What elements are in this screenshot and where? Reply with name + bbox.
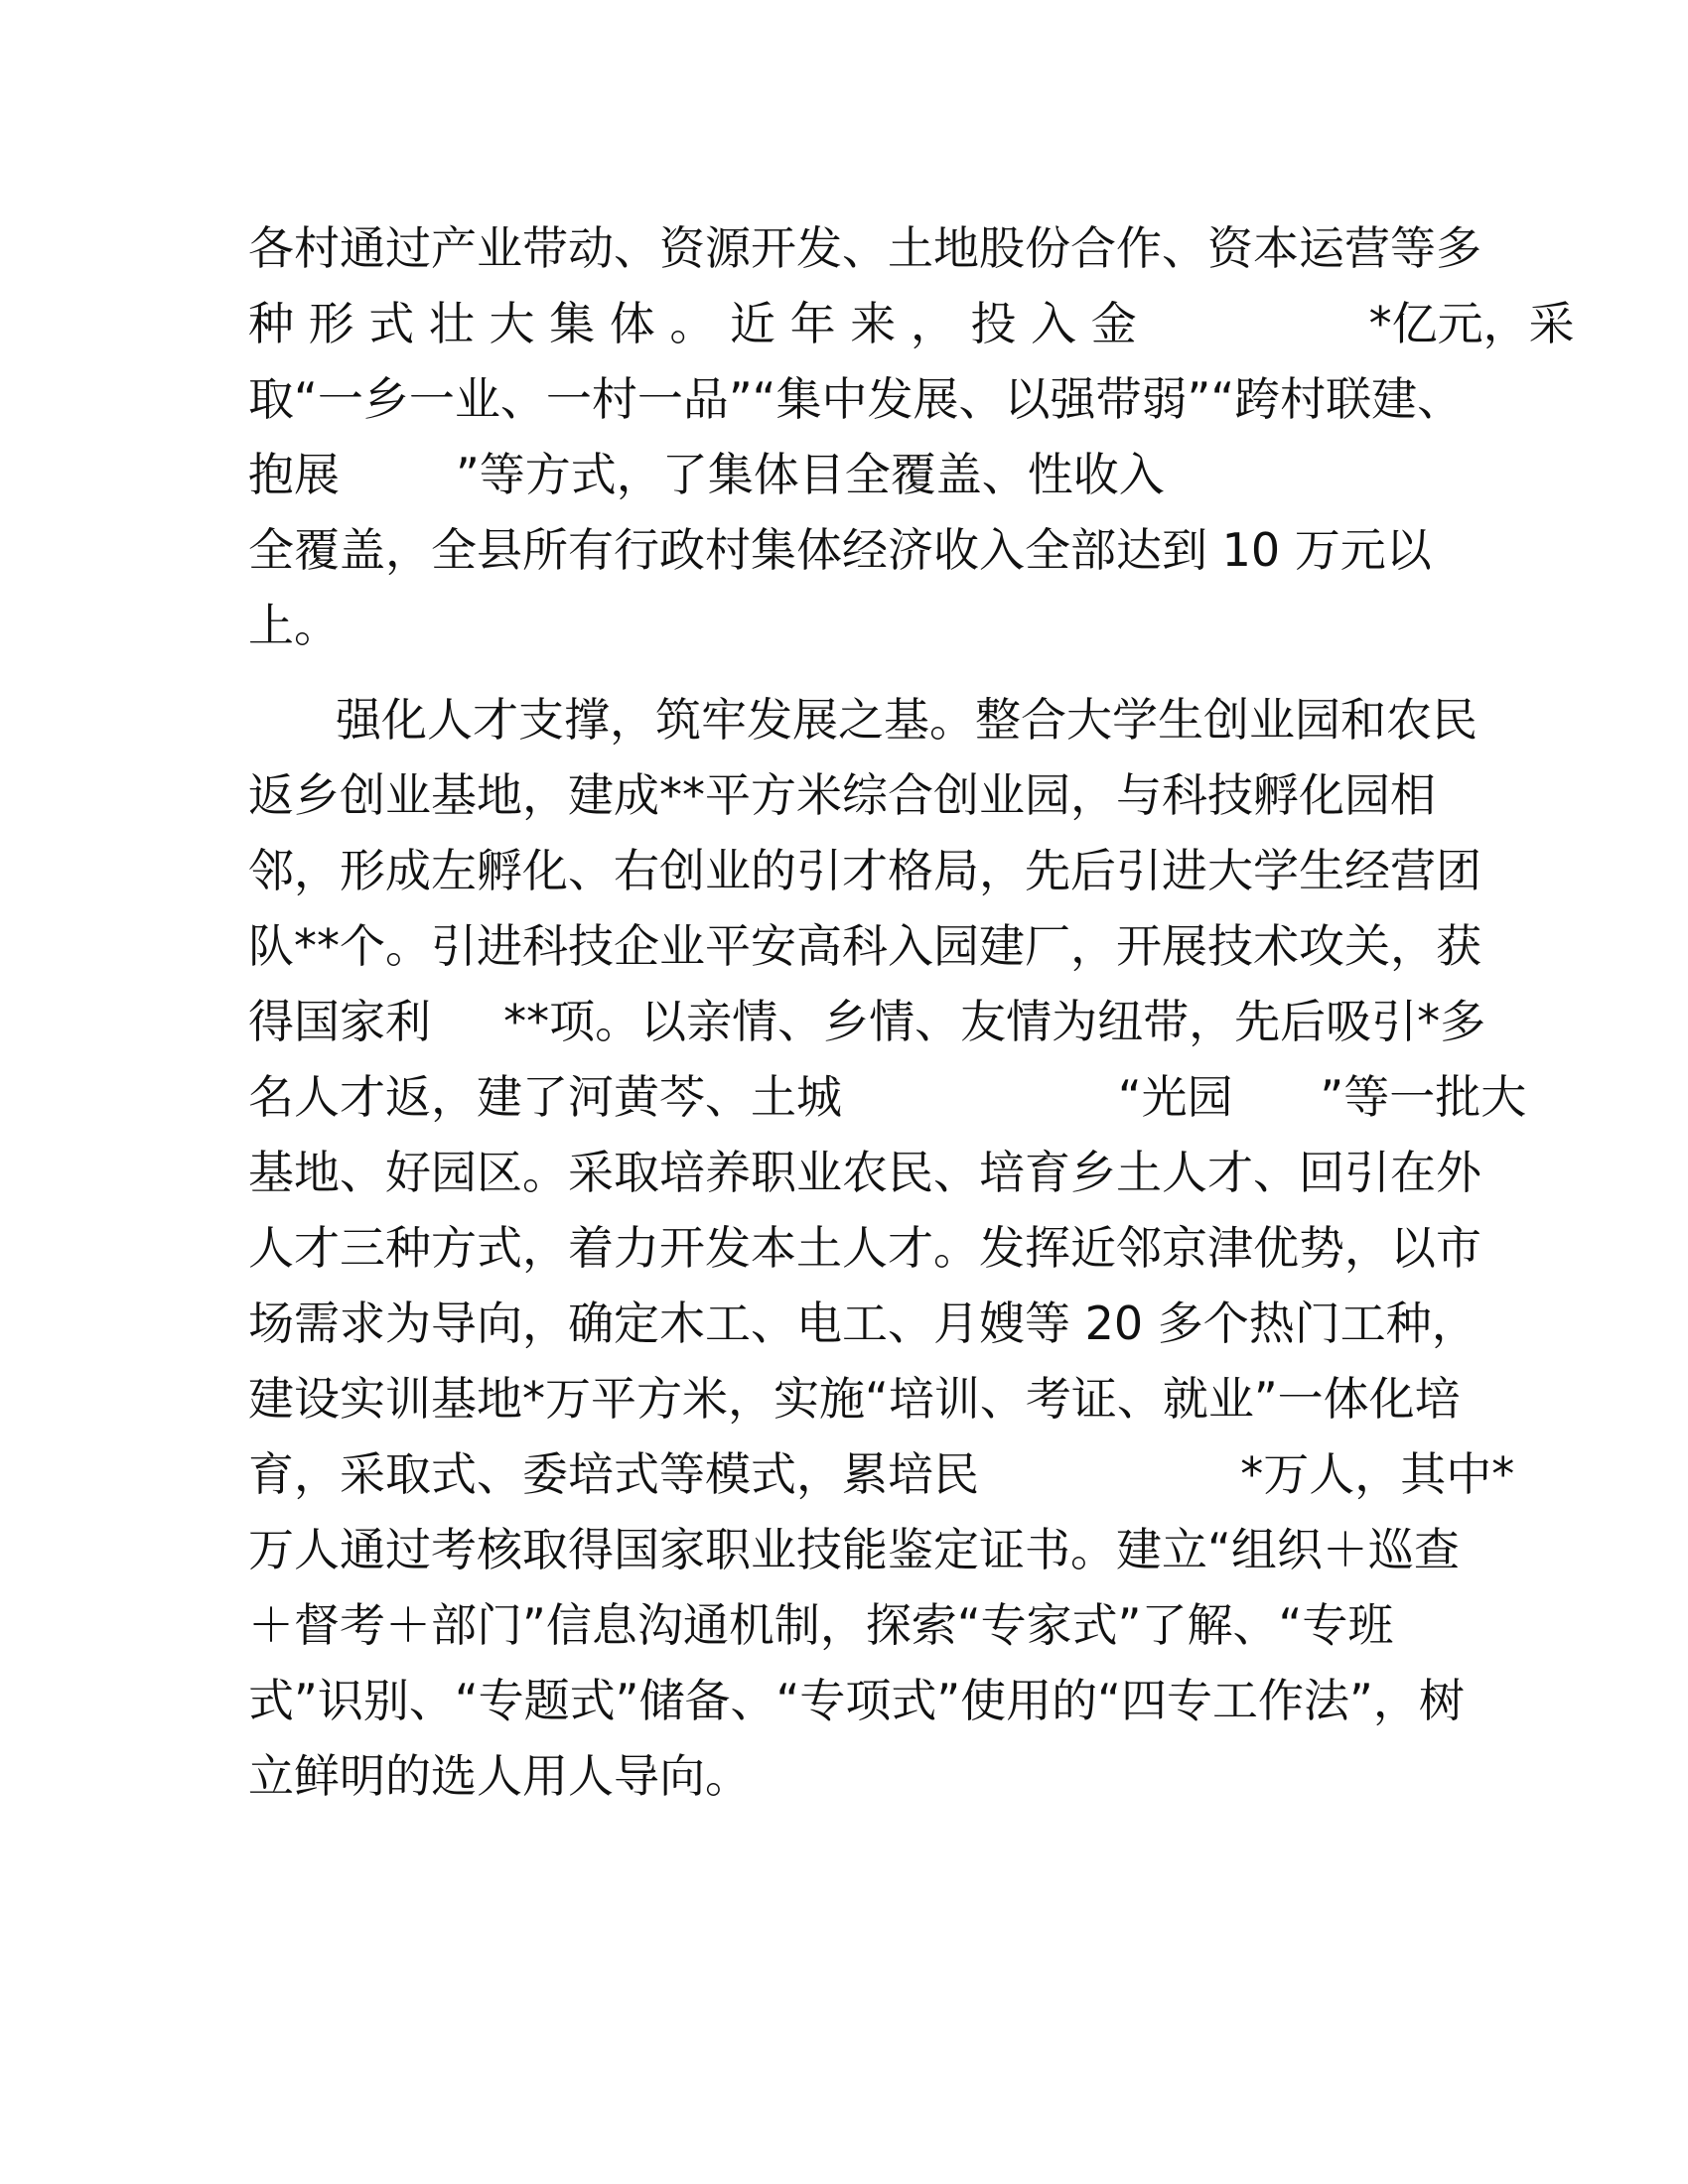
paragraph-line: 强化人才支撑，筑牢发展之基。整合大学生创业园和农民 [336,693,1477,747]
paragraph-line: 队**个。引进科技企业平安高科入园建厂，开展技术攻关，获 [248,919,1481,973]
paragraph-line: ＋督考＋部门”信息沟通机制，探索“专家式”了解、“专班 [248,1598,1394,1652]
paragraph-line: 上。 [248,599,340,652]
paragraph-line: 基地、好园区。采取培养职业农民、培育乡土人才、回引在外 [248,1146,1481,1199]
paragraph-line: 场需求为导向，确定木工、电工、月嫂等 20 多个热门工种， [248,1297,1477,1350]
paragraph-line: 邻，形成左孵化、右创业的引才格局，先后引进大学生经营团 [248,844,1481,897]
paragraph-line: 立鲜明的选人用人导向。 [248,1749,751,1803]
paragraph-line: 建设实训基地*万平方米，实施“培训、考证、就业”一体化培 [248,1372,1461,1426]
paragraph-line: 返乡创业基地，建成**平方米综合创业园，与科技孵化园相 [248,768,1436,822]
paragraph-line: 名人才返，建了河黄芩、土城 “光园 ”等一批大 [248,1070,1527,1124]
paragraph-line: 人才三种方式，着力开发本土人才。发挥近邻京津优势，以市 [248,1221,1481,1275]
paragraph-line: 各村通过产业带动、资源开发、土地股份合作、资本运营等多 [248,221,1481,275]
paragraph-line: 取“一乡一业、一村一品”“集中发展、以强带弱”“跨村联建、 [248,372,1464,426]
paragraph-line: 式”识别、“专题式”储备、“专项式”使用的“四专工作法”，树 [248,1674,1465,1727]
paragraph-line: 抱展 ”等方式，了集体目全覆盖、性收入 [248,448,1165,501]
paragraph-line: 得国家利 **项。以亲情、乡情、友情为纽带，先后吸引*多 [248,995,1486,1048]
paragraph-line: 种 形 式 壮 大 集 体 。 近 年 来 ， 投 入 金 *亿元，采 [248,297,1575,350]
paragraph-line: 育，采取式、委培式等模式，累培民 *万人，其中* [248,1447,1515,1501]
paragraph-line: 全覆盖，全县所有行政村集体经济收入全部达到 10 万元以 [248,523,1432,577]
paragraph-line: 万人通过考核取得国家职业技能鉴定证书。建立“组织＋巡查 [248,1523,1460,1576]
